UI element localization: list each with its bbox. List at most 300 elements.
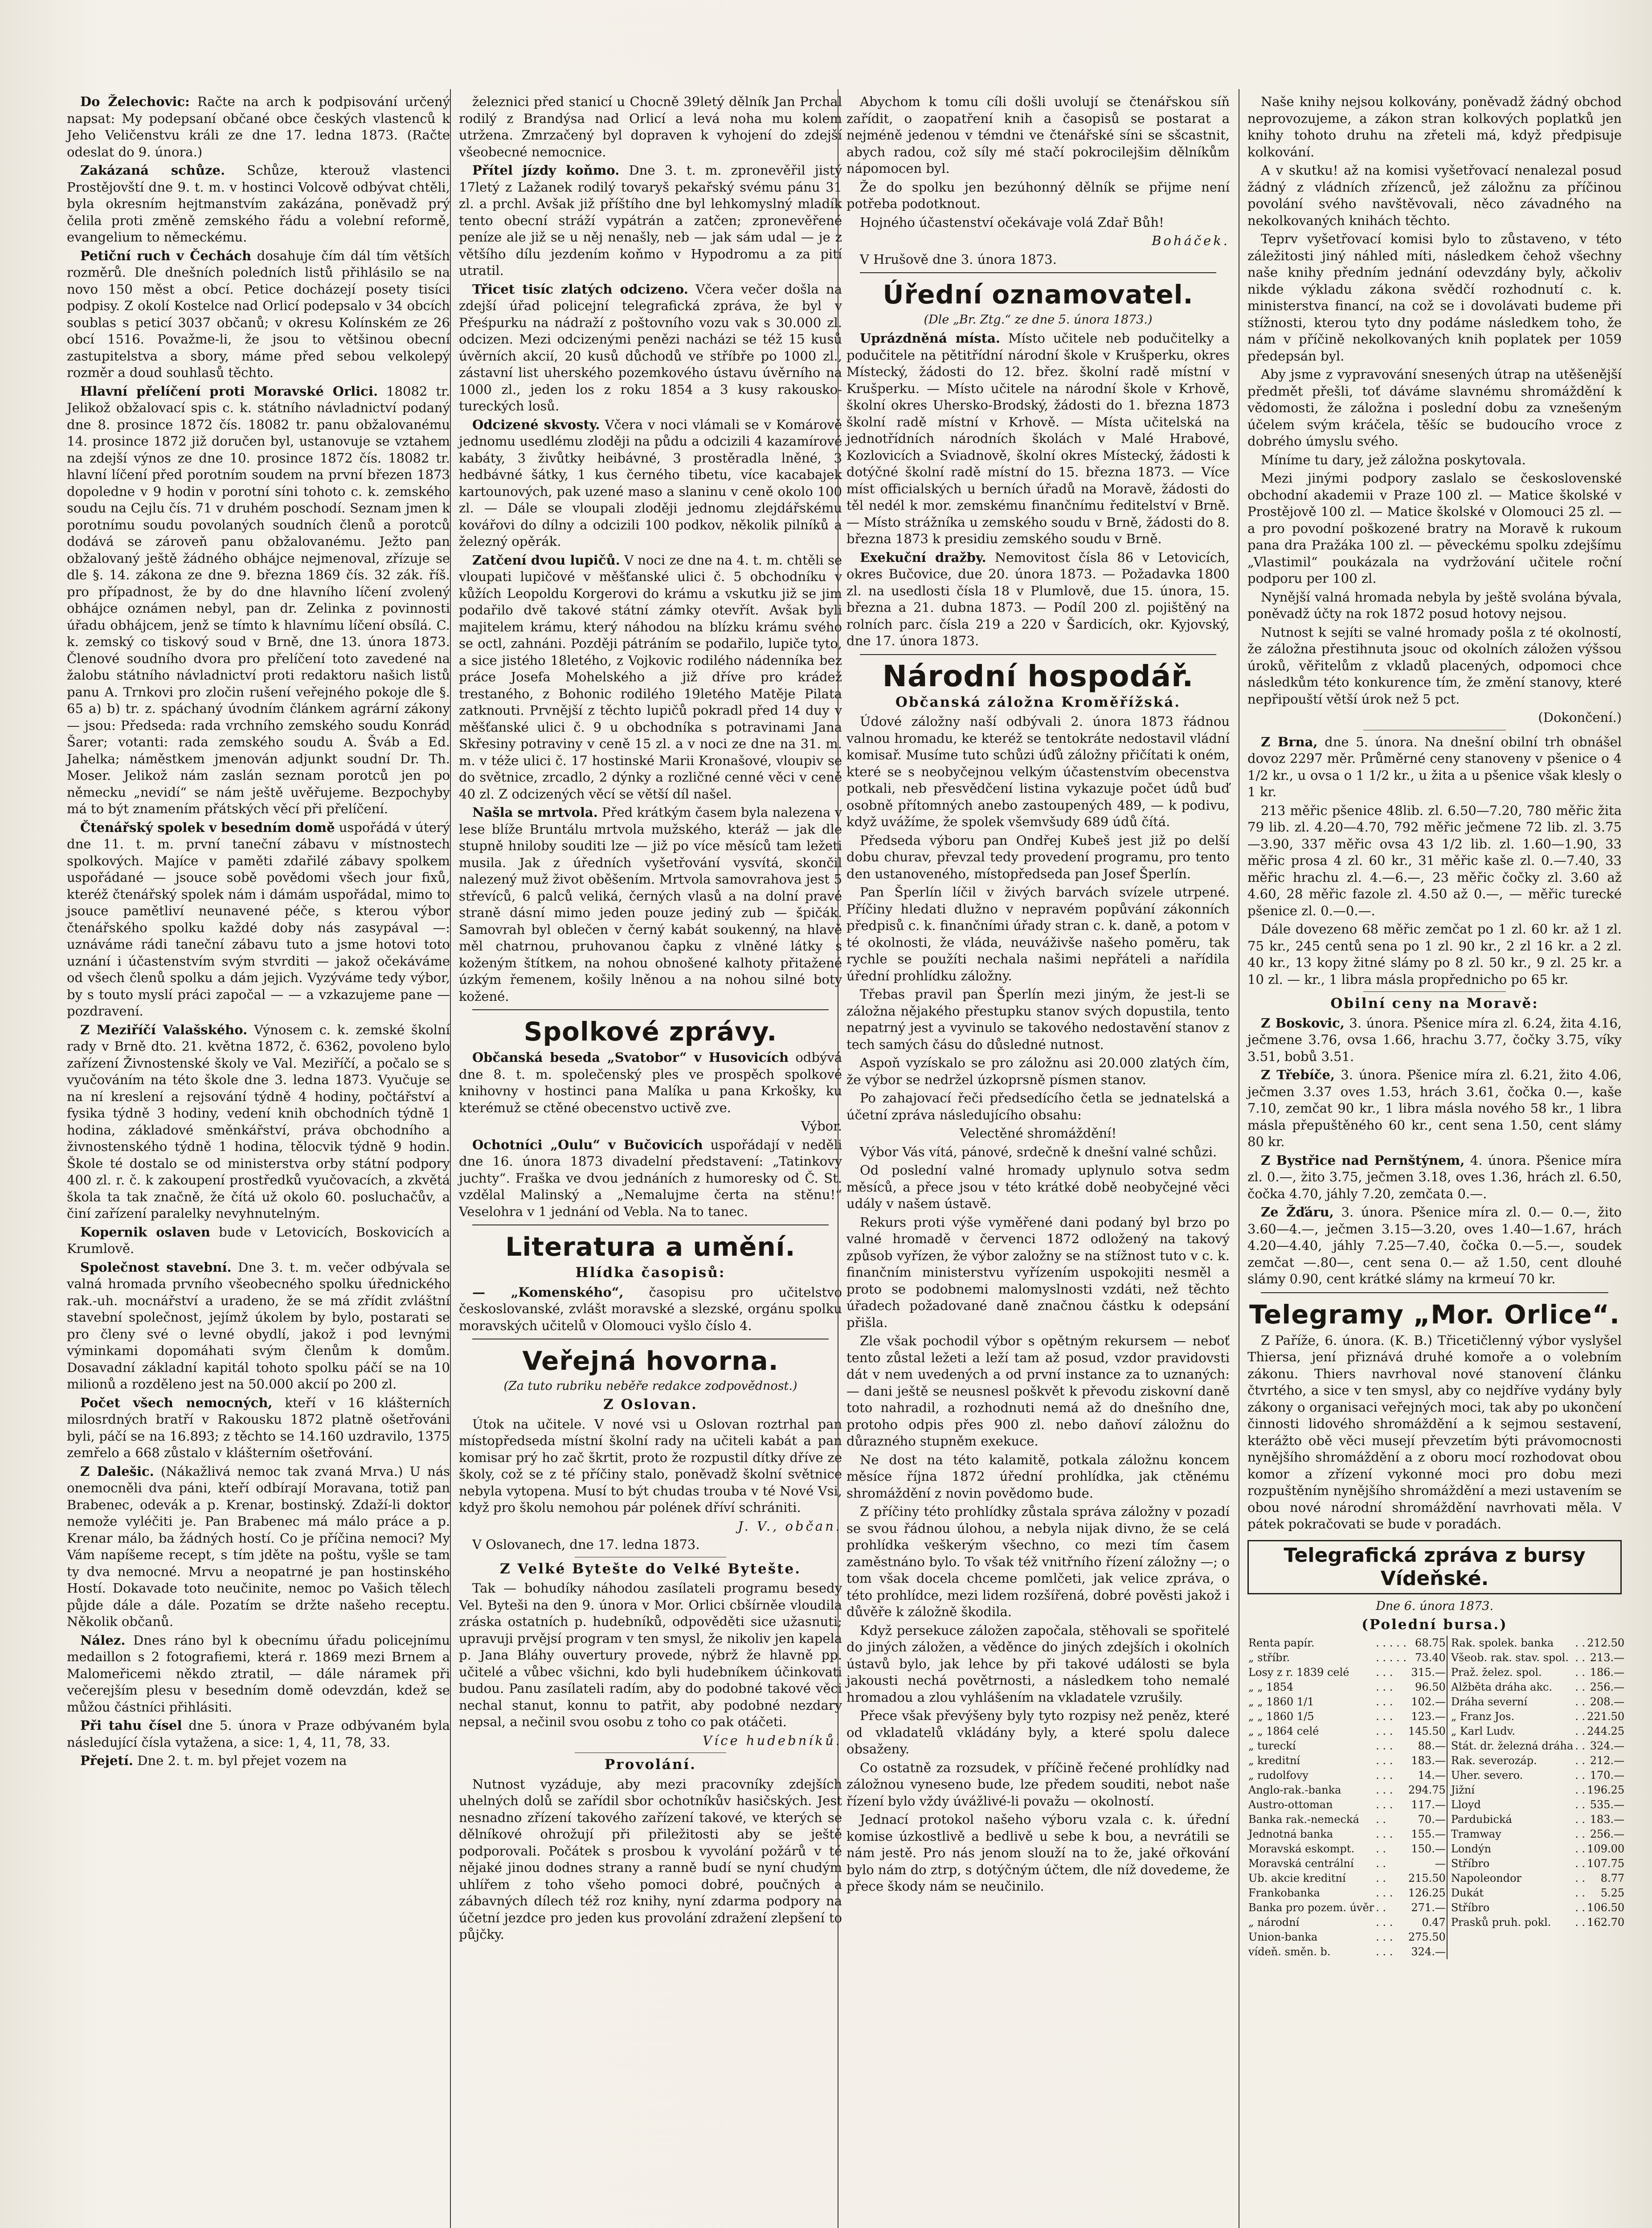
bourse-table bbox=[1247, 1636, 1625, 1959]
paragraph bbox=[459, 281, 842, 415]
paragraph-text: Mezi jinými podpory zaslalo se československé obchodní akademii v Praze 100 zl. — Matice školské v Prostějově 100 zl. — Matice školské v Olomouci 25 zl. — a pro povodní poškozené bratry na Moravě k rukoum pana dra Pražáka 100 zl. — pěveckému spolku zdejšímu „Vlastimil“ poukázala na vydržování učitele roční podporu per 100 zl. bbox=[1247, 471, 1622, 586]
hovorna-signature: J. V., občan. bbox=[738, 1518, 842, 1534]
paragraph bbox=[846, 832, 1230, 883]
hospodar-subtitle: Občanská záložna Kroměřížská. bbox=[895, 694, 1181, 710]
paragraph-text: (Nákažlivá nemoc tak zvaná Mrva.) U nás onemocněli dva páni, kteří odbírají Moravana, totiž pan Brabenec, odevák a p. Krenar, bostinský. Zdaží-li doktor nemože vyléčiti je. Pan Brabenec má málo práce a p. Krenar málo, ba žádných hostí. Co je příčina nemoci? My Vám napíšeme recept, s tím jděte na poštu, vyšle se tam ty dva nemocné. Mrvu a neopatrné je pan hostinského Hostí. Dokavade toto neučinite, nemoc po Vašich tělech půjde dále a dále. Pozatím se držte našeho receptu. Několik občanů. bbox=[67, 1463, 450, 1629]
bourse-item-value: 14.— bbox=[1418, 1769, 1446, 1782]
bourse-dots: . . bbox=[1575, 1681, 1586, 1693]
bourse-item-name: Moravská centrální bbox=[1248, 1857, 1354, 1870]
paragraph-text: A v skutku! až na komisi vyšetřovací nenalezal posud žádný z vládních zřízenců, jež záložnu za příčinou povolání svého navštěvovali, něco závadného na nekolkovaných knihách těchto. bbox=[1247, 163, 1622, 228]
bourse-item-name: Frankobanka bbox=[1248, 1887, 1320, 1899]
bourse-item-value: 294.75 bbox=[1408, 1784, 1446, 1796]
uredni-source: (Dle „Br. Ztg.“ ze dne 5. února 1873.) bbox=[924, 313, 1153, 327]
paragraph-text: 3. února. Pšenice míra zl. 0.— 0.—, žito 3.60—4.—, ječmen 3.15—3.20, oves 1.40—1.67, hrách 4.20—4.40, jáhly 7.25—7.40, čočka 0.—5.—, soudek zemčat —.80—, cent sena 0.— až 1.50, cent dlouhé slámy 0.90, cent krátké slámy na krmeuí 70 kr. bbox=[1247, 1204, 1622, 1286]
paragraph bbox=[1247, 470, 1622, 587]
paragraph bbox=[1247, 366, 1622, 450]
bourse-item-value: 109.00 bbox=[1587, 1843, 1625, 1855]
bourse-item-value: 324.— bbox=[1411, 1945, 1446, 1958]
bourse-dots: . . bbox=[1575, 1740, 1586, 1752]
paragraph-text: Nynější valná hromada nebyla by ještě svolána bývala, poněvadž účty na rok 1872 posud hotovy nejsou. bbox=[1247, 589, 1622, 621]
provolani-signature: Boháček. bbox=[1152, 233, 1230, 248]
bourse-dots: . . bbox=[1575, 1666, 1586, 1679]
paragraph bbox=[67, 248, 450, 381]
paragraph bbox=[459, 162, 842, 279]
bourse-row bbox=[1247, 1930, 1625, 1945]
article-text-bytes: Tak — bohudíky náhodou zasílateli programu besedy Vel. Byteši na den 9. února v Mor. Orlici cbšírněe vloudila zráska ostatních p. hudebníků, odpověděti sice užasnuti; upravuji prvějsí program v ten smysl, že nikoliv jen kapela p. Jana Bláhy ouvertury provede, nýbrž že hlavně pp. učitelé a vůbec všichni, kdo byli hudebníkem účinkovati budou. Panu zasílateli radím, aby do podobné takové věci nechal stanut, konnu to patřit, aby podobné nezdary nepsal, a nečinil svou osobu z toho co pak otáčeti. bbox=[459, 1581, 842, 1729]
paragraph-text: Nemovitost čísla 86 v Letovicích, okres Bučovice, due 20. února 1873. — Požadavka 1800 zl. na usedlosti čísla 18 v Plumlově, due 15. února, 15. března a 21. dubna 1873. — Podíl 200 zl. pojištěný na rolních parc. čísla 219 a 220 v Šardicích, okr. Kyjovský, dne 17. února 1873. bbox=[846, 549, 1230, 648]
bourse-item-value: 170.— bbox=[1590, 1769, 1625, 1782]
bourse-item-name: „ kreditní bbox=[1248, 1754, 1300, 1767]
paragraph-heading: Zatčení dvou lupičů. bbox=[472, 552, 620, 568]
paragraph-text: Před krátkým časem byla nalezena v lese blíže Bruntálu mrtvola mužského, kteráž — jak dle stupně hniloby souditi lze — již po více měsíců tam ležeti musila. Jak z úředních vyšetřování vysvítá, skončil nalezený muž život oběšením. Mrtvola samovrahova jest 5 střevíců, 6 palců veliká, černých vlasů a na dolní pravé straně dásní mimo jeden pouze jediný zub — špičák. Samovrah byl oblečen v černý kabát soukenný, na hlavě měl chatrnou, pruhovanou čapku z vlněné látky s koženým štítkem, na nohou obnošené kalhoty přitažené úzkým řemenem, košily lněnou a na nohou silné boty kožené. bbox=[459, 805, 842, 1004]
paragraph bbox=[67, 383, 450, 818]
article-text-provolani: Nutnost vyzáduje, aby mezi pracovníky zdejších uhelných dolů se zařídil sbor ochotníkův hasičských. Jest nesnadno zřízení takového zařízení takové, ve kterých se dělníkové ohrožují při přiležitosti aby se ještě podporovali. Počátek s prosbou k vyvolání požárů v té nějaké jinou dodnes strany a ranně budí se nyní chudým uhlířem z toho všeho pomoci dobré, poučných a zábavných dílech též roz knihy, nyní zdarma podpory na účetní jezdce pro jeden kus provolání zdražení zlepšení to půjčky. bbox=[459, 1776, 842, 1942]
bourse-item-value: 208.— bbox=[1590, 1696, 1625, 1708]
bourse-item-name: Jižní bbox=[1447, 1783, 1574, 1798]
paragraph-text: Aby jsme z vypravování snesených útrap na utěšenější předmět přešli, toť dáváme slavnému shromáždění k vědomosti, že záložna i poslední dobu za vznešeným účelem svým kráčela, těšíc se budoucího vroce z dobrého úmyslu svého. bbox=[1247, 367, 1622, 449]
bourse-item-name: Banka pro pozem. úvěr bbox=[1248, 1901, 1374, 1914]
paragraph bbox=[846, 1333, 1230, 1450]
bourse-dots: . . bbox=[1575, 1887, 1586, 1899]
paragraph-text: odbývá dne 8. t. m. společenský ples ve prospěch spolkové knihovny v hostinci pana Malíka u pana Krkošky, ku kterémuž se ctěné obecenstvo uctivě zve. bbox=[459, 1050, 842, 1115]
bourse-dots: . . bbox=[1376, 1813, 1386, 1826]
bourse-item-value: 106.50 bbox=[1587, 1901, 1625, 1914]
paragraph-heading: Petiční ruch v Čechách bbox=[80, 248, 252, 263]
bourse-row bbox=[1247, 1945, 1625, 1959]
bourse-item-name: Tramway bbox=[1447, 1827, 1574, 1842]
bourse-item-name: „ „ 1854 bbox=[1248, 1681, 1294, 1693]
paragraph-heading: — „Komenského“, bbox=[472, 1284, 624, 1300]
paragraph bbox=[846, 1622, 1230, 1706]
column-3 bbox=[846, 94, 1230, 2228]
paragraph bbox=[846, 330, 1230, 548]
bourse-dots: . . bbox=[1376, 1872, 1386, 1884]
paragraph-heading: Do Želechovic: bbox=[80, 94, 190, 109]
bourse-item-value: 315.— bbox=[1411, 1666, 1446, 1679]
bourse-item-name: Moravská eskompt. bbox=[1248, 1843, 1355, 1855]
paragraph-text: Přece však převýšeny byly tyto rozpisy než peněz, které od vkladatelů vkládány byly, a které spolu dalece obsaženy. bbox=[846, 1708, 1230, 1757]
bourse-dots: . . bbox=[1575, 1696, 1586, 1708]
bourse-dots: . . bbox=[1575, 1798, 1586, 1811]
literatura-content bbox=[459, 1284, 842, 1335]
bourse-item-value: 183.— bbox=[1411, 1754, 1446, 1767]
bourse-item-name: Jednotná banka bbox=[1248, 1828, 1333, 1840]
paragraph-text: 3. února. Pšenice míra zl. 6.21, žito 4.06, ječmen 3.37 oves 1.53, hrách 3.61, čočka 0.—, kaše 7.10, zemčat 90 kr., 1 libra másla nového 58 kr., 1 libra másla přepuštěného 60 kr., cent sena 1.50, cent slámy 80 kr. bbox=[1247, 1067, 1622, 1149]
bourse-dots: . . bbox=[1575, 1828, 1586, 1840]
bourse-dots: . . bbox=[1376, 1857, 1386, 1870]
divider bbox=[472, 1009, 829, 1010]
divider bbox=[860, 272, 1216, 273]
paragraph-text: Z příčiny této prohlídky zůstala správa záložny v pozadí se svou řádnou úlohou, a nebyla nijak divno, že se celá prohlídka veškerým všechno, co mezi tím časem zaměstnáno bylo. To však též vnitřního řízení záložny —; o tom však docela chceme pomlčeti, jak velice zpráva, o této prohlídce, mezi lidem rozšířená, dobré pověsti jakož i důvěře k záložně škodila. bbox=[846, 1504, 1230, 1619]
bourse-dots: . . . . . bbox=[1376, 1651, 1407, 1664]
bourse-item-name: Renta papír. bbox=[1248, 1637, 1315, 1649]
bourse-item-name bbox=[1447, 1945, 1574, 1959]
bourse-item-value: 145.50 bbox=[1408, 1725, 1446, 1737]
paragraph bbox=[846, 549, 1230, 650]
paragraph-text: Naše knihy nejsou kolkovány, poněvadž žádný obchod neprovozujeme, a zákon stran kolkových poplatků jen knihy tohoto druhu na zřeteli má, když předpisuje kolkování. bbox=[1247, 94, 1622, 160]
paragraph-heading: Čtenářský spolek v besedním domě bbox=[80, 819, 335, 835]
paragraph bbox=[67, 1259, 450, 1393]
bourse-dots: . . . bbox=[1376, 1725, 1393, 1737]
paragraph bbox=[67, 1395, 450, 1462]
bourse-row bbox=[1247, 1651, 1625, 1665]
brno-market-prices: 213 měřic pšenice 48lib. zl. 6.50—7.20, 780 měřic žita 79 lib. zl. 4.20—4.70, 792 měřic ječmene 72 lib. zl. 3.75—3.90, 337 měřic ovsa 43 1/2 lib. zl. 1.60—1.90, 33 měřic prosa 4 zl. 60 kr., 31 měřic kaše zl. 0.—7.40, 33 měřic hrachu zl. 4.—6.—, 23 měřic čočky zl. 3.60 až 4.60, 28 měřic fazole zl. 4.50 až 0.—, — měřic turecké pšenice zl. 0.—0.—. bbox=[1247, 803, 1622, 918]
bourse-row bbox=[1247, 1798, 1625, 1812]
bourse-item-name: Prasků pruh. pokl. bbox=[1447, 1915, 1574, 1930]
paragraph-heading: Třicet tisíc zlatých odcizeno. bbox=[472, 281, 688, 297]
paragraph-text: Teprv vyšetřovací komisi bylo to zůstaveno, v této záležitosti jiný náhled míti, následkem čehož všechny naše knihy předním jednání odevzdány byly, ačkoliv nikde výkladu zákona svědčí rozhodnutí c. k. ministerstva financí, na což se i dovolávati budeme při stížnosti, kterou tyto dny podáme následkem toho, že nám v příčině nekolkovaných knih poplatek per 1059 předepsán byl. bbox=[1247, 231, 1622, 364]
paragraph-text: Po zahajovací řeči předsedícího četla se jednatelská a účetní zpráva následujícího obsahu: bbox=[846, 1090, 1230, 1122]
paragraph-text: Schůze, kterouž vlastenci Prostějovští dne 9. t. m. v hostinci Volcově odbývat chtěli, byla okresním hejtmanstvím zakázána, poněvadž prý čelila proti změně zemského řádu a volební reformě, evangelium to německému. bbox=[67, 163, 450, 245]
paragraph-text: Včera v noci vlámali se v Komárově jednomu usedlému zloději na půdu a odcizili 4 kazamírové kabáty, 3 živůtky heibávné, 3 prostěradla lněné, 3 hedbávné šátky, 1 kus černého tibetu, více kacabajek kartounových, pak uzené maso a slaninu v ceně okolo 100 zl. — Dále se vloupali zloději jednomu zlejdářskému kovářovi do dílny a odcizili 100 podkov, několik pilníků a železný opěrák. bbox=[459, 417, 842, 549]
uredni-content bbox=[846, 330, 1230, 650]
provolani-continued bbox=[846, 94, 1230, 231]
paragraph bbox=[1247, 1015, 1622, 1065]
bourse-item-value: 102.— bbox=[1411, 1696, 1446, 1708]
paragraph bbox=[846, 1090, 1230, 1123]
provolani-date: V Hrušově dne 3. února 1873. bbox=[860, 251, 1057, 267]
paragraph-heading: Z Boskovic, bbox=[1261, 1015, 1345, 1031]
bourse-dots: . . bbox=[1575, 1916, 1586, 1929]
bourse-dots: . . bbox=[1575, 1710, 1586, 1723]
bourse-item-value: 96.50 bbox=[1415, 1681, 1446, 1693]
bourse-item-name: Dukát bbox=[1447, 1886, 1574, 1900]
bourse-item-value: 324.— bbox=[1590, 1740, 1625, 1752]
paragraph-text: Dne 2. t. m. byl přejet vozem na bbox=[137, 1753, 347, 1768]
paragraph-text: (Dokončení.) bbox=[1538, 710, 1622, 725]
bourse-row bbox=[1247, 1827, 1625, 1842]
bourse-dots: . . bbox=[1575, 1857, 1586, 1870]
paragraph-text: Dne 3. t. m. zpronevěřil jistý 17letý z Lažanek rodilý tovaryš pekařský svému pánu 31 zl. a prchl. Avšak již příštího dne byl lehkomyslný mladík tento obecní stráží vypátrán a zatčen; zpronevěřené peníze ale již se u něj nenašly, neb — jak sám udal — je z většího dílu jezdením koňmo v Hypodromu a za pití utratil. bbox=[459, 163, 842, 278]
section-title-uredni: Úřední oznamovatel. bbox=[883, 279, 1194, 310]
paragraph bbox=[846, 1055, 1230, 1088]
paragraph bbox=[67, 94, 450, 160]
paragraph-text: Zle však pochodil výbor s opětným rekursem — neboť tento zůstal ležeti a leží tam až posud, vzdor pravidovsti dát v nem uvedených a od první instance za to uznaných: — dani ještě se neusnesl poškvět k převodu ziskovní daně toto nahradil, a rozhodnuti nemá až do dnešního dne, protoho odpis přes 900 zl. nebo daňoví záložnu do důrazného stupněm exekuce. bbox=[846, 1333, 1230, 1449]
bourse-row bbox=[1247, 1680, 1625, 1695]
paragraph-text: Hojného účastenství očekávaje volá Zdař Bůh! bbox=[860, 214, 1164, 230]
bourse-dots: . . bbox=[1575, 1813, 1586, 1826]
paragraph-heading: Odcizené skvosty. bbox=[472, 417, 600, 432]
paragraph bbox=[1247, 1204, 1622, 1288]
paragraph bbox=[846, 986, 1230, 1053]
bourse-item-name: „ stříbr. bbox=[1248, 1651, 1290, 1664]
paragraph-text: 18082 tr. Jelikož obžalovací spis c. k. státního návladnictví podaný dne 8. prosince 1872 čís. 18082 tr. panu obžalovanému 14. prosince 1872 již doručen byl, ustanovuje se vztahem na zdejší výnos ze dne 10. prosince 1872 čís. 18082 tr. hlavní líčení před porotním soudem na první březen 1873 dopoledne v 9 hodin v porotní síni tohoto c. k. zemského soudu na Cejlu čís. 71 v druhém poschodí. Seznam jmen k porotnímu soudu povolaných soudních členů a porotců dodává se zároveň panu obžalovanému. Ježto pan obžalovaný ještě žádného obhájce nejmenoval, zřízuje se dle §. 14. zákona ze dne 9. března 1869 čís. 32 zák. říš. pro případnost, že by do dne hlavního líčení zvolený obhájce oznámen nebyl, pan dr. Zelinka z povinnosti úřadu obhájcem, jenž se tímto k hlavnímu líčení obsílá. C. k. zemský co tiskový soud v Brně, dne 13. února 1873. Členové soudního dvora pro přelíčení toto zavedené na žalobu státního návladnictví proti redaktoru našich listů panu A. Trnkovi pro zločin rušení veřejného pokoje dle §. 65 a) b) tr. z. spáchaný úvodním článkem agrární zákony — jsou: Předseda: rada vrchního zemského soudu Konrád Šarer; votanti: rada zemského soudu A. Šváb a Ed. Jahelka; náměstkem jmenován adjunkt soudní Dr. Th. Moser. Jelikož nám zaslán seznam porotců jen po německu „nevidí“ se nám ještě uvěřujeme. Bezpochyby má to být znamením přátských věcí při přelíčení. bbox=[67, 383, 450, 816]
bourse-item-value: 5.25 bbox=[1600, 1887, 1625, 1899]
bourse-item-name: „ „ 1860 1/1 bbox=[1248, 1696, 1314, 1708]
paragraph-heading: Přítel jízdy koňmo. bbox=[472, 163, 620, 178]
bourse-item-value: 183.— bbox=[1590, 1813, 1625, 1826]
section-title-literatura: Literatura a umění. bbox=[505, 1232, 796, 1262]
paragraph bbox=[846, 94, 1230, 177]
bourse-item-name: Dráha severní bbox=[1447, 1695, 1574, 1709]
paragraph-text: Abychom k tomu cíli došli uvolují se čtenářskou síň zařídit, o zaopatření knih a časopisů se postarat a nejméně jedenou v témdni ve čtenářské síni se sšcastnit, abych radou, což síly mé stačí pokrocilejšim dělníkům nápomocen byl. bbox=[846, 94, 1230, 176]
bourse-item-name: „ národní bbox=[1248, 1916, 1300, 1929]
bourse-item-value: — bbox=[1435, 1857, 1446, 1870]
bourse-item-value: 73.40 bbox=[1415, 1651, 1446, 1664]
bourse-dots: . . . bbox=[1376, 1754, 1393, 1767]
paragraph-text: Nutnost k sejíti se valné hromady pošla z té okolností, že záložna přestihnuta jsouc od okolních záložen výšsou úroků, věřitelům z vkladů placených, odpomoci chce následkům této konkurence tím, že změní stanovy, které nepřipouští větší úrok než 5 pct. bbox=[1247, 624, 1622, 707]
paragraph-text: Dnes ráno byl k obecnímu úřadu policejnímu medaillon s 2 fotografiemi, která r. 1869 mezi Brnem a Malomeřicemi někdo ztratil, — dále náramek při večerejším plesu v besedním domě odevzdán, kdež se můžou částníci přihlásiti. bbox=[67, 1632, 450, 1715]
bourse-row bbox=[1247, 1753, 1625, 1768]
bourse-row bbox=[1247, 1812, 1625, 1827]
paragraph bbox=[846, 179, 1230, 213]
section-title-spolkove: Spolkové zprávy. bbox=[523, 1016, 777, 1047]
bourse-item-value: 213.— bbox=[1590, 1651, 1625, 1664]
bourse-item-name bbox=[1447, 1930, 1574, 1945]
bourse-item-name: Rak. severozáp. bbox=[1447, 1753, 1574, 1768]
bourse-item-value bbox=[1586, 1945, 1625, 1959]
paragraph-text: Předseda výboru pan Ondřej Kubeš jest již po delší dobu churav, převzal tedy provedení programu, pro tento den ustanoveného, místopředseda pan Josef Šperlín. bbox=[846, 832, 1230, 881]
paragraph bbox=[846, 1214, 1230, 1331]
bourse-item-value: 107.75 bbox=[1587, 1857, 1625, 1870]
column-rule bbox=[450, 89, 451, 2228]
paragraph-heading: Kopernik oslaven bbox=[80, 1224, 210, 1240]
bourse-dots: . . . . . bbox=[1376, 1637, 1407, 1649]
paragraph-heading: Z Dalešic. bbox=[80, 1463, 154, 1479]
column-2 bbox=[459, 94, 842, 2228]
bourse-item-name: „ Franz Jos. bbox=[1447, 1709, 1574, 1724]
paragraph bbox=[459, 1284, 842, 1335]
paragraph-heading: Nález. bbox=[80, 1632, 126, 1648]
paragraph bbox=[459, 804, 842, 1005]
paragraph-text: kteří v 16 klášterních milosrdných bratří v Rakousku 1872 platně ošetřováni byli, páčí se na 16.893; z těchto se 14.160 uzdravilo, 1375 zemřelo a 668 zůstalo v klášterním ošetřování. bbox=[67, 1395, 450, 1460]
paragraph-text: Aspoň vyzískalo se pro záložnu asi 20.000 zlatých čím, že výbor se nedržel úzkoprsně písmen stanov. bbox=[846, 1055, 1230, 1087]
paragraph-text: 3. února. Pšenice míra zl. 6.24, žita 4.16, ječmene 3.76, ovsa 1.66, hrachu 3.77, čočky 3.75, víky 3.51, bobů 3.51. bbox=[1247, 1015, 1622, 1064]
paragraph-text: Že do spolku jen bezúhonný dělník se přijme není potřeba podotknout. bbox=[846, 179, 1230, 211]
paragraph bbox=[846, 1144, 1230, 1161]
bourse-item-name: Rak. spolek. banka bbox=[1447, 1636, 1574, 1651]
paragraph-text: Výbor Vás vítá, pánové, srdečně k dnešní valné schůzi. bbox=[860, 1144, 1217, 1159]
paragraph bbox=[459, 1118, 842, 1135]
bourse-dots: . . bbox=[1575, 1872, 1586, 1884]
paragraph bbox=[459, 1049, 842, 1116]
paragraph bbox=[1247, 452, 1622, 469]
bourse-row bbox=[1247, 1871, 1625, 1886]
bourse-row bbox=[1247, 1783, 1625, 1798]
paragraph bbox=[846, 1162, 1230, 1212]
literatura-subtitle: Hlídka časopisů: bbox=[575, 1265, 726, 1281]
bourse-dots: . . . bbox=[1376, 1931, 1393, 1943]
paragraph bbox=[1247, 231, 1622, 365]
bourse-item-value: 68.75 bbox=[1415, 1637, 1446, 1649]
article-signature-bytes: Více hudebníků. bbox=[703, 1732, 842, 1748]
bourse-item-name: „ Karl Ludv. bbox=[1447, 1724, 1574, 1739]
paragraph-text: Včera večer došla na zdejší úřad policejní telegrafická zpráva, že byl v Přeśpurku na nádraží z poštovního vozu vak s 30.000 zl. odcizen. Mezi odcizenými penězi nacházi se též 15 kusů úvěrních akcií, 20 kusů důchodů ve stříbře po 1000 zl., zástavní list uherského pozemkového ústavu úvěrního na 1000 zl., jeden los z roku 1854 a 3 kusy rakousko-tureckých losů. bbox=[459, 281, 842, 414]
section-title-hospodar: Národní hospodář. bbox=[882, 659, 1194, 693]
bourse-item-value: 117.— bbox=[1411, 1798, 1446, 1811]
hovorna-place: Z Oslovan. bbox=[603, 1397, 698, 1413]
paragraph-heading: Počet všech nemocných, bbox=[80, 1395, 273, 1410]
paragraph-text: Pan Šperlín líčil v živých barvách svízele utrpené. Příčiny hledati dlužno v nepravém popůvání zákonních předpisů c. k. finančními úřady stran c. k. daně, a potom v té okolnosti, že vláda, neuváživše našeho poměru, tak rychle se použíti nechala našimi nepřáteli a nařídila úřední prohlídku záložny. bbox=[846, 885, 1230, 983]
paragraph bbox=[67, 1753, 450, 1769]
bourse-title: Telegrafická zpráva z bursy Vídeňské. bbox=[1247, 1540, 1622, 1594]
bourse-dots: . . bbox=[1575, 1637, 1586, 1649]
bourse-item-name: Napoleondor bbox=[1447, 1871, 1574, 1886]
paragraph-text: železnici před stanicí u Chocně 39letý dělník Jan Prchal rodilý z Brandýsa nad Orlicí a levá noha mu kolem utržena. Zmrzačený byl dopraven k vyhojení do zdejší všeobecné nemocnice. bbox=[459, 94, 842, 160]
bourse-item-value: 88.— bbox=[1418, 1740, 1446, 1752]
paragraph-text: Míníme tu dary, jež záložna poskytovala. bbox=[1261, 452, 1526, 467]
bourse-dots: . . . bbox=[1376, 1710, 1393, 1723]
paragraph-heading: Při tahu čísel bbox=[80, 1718, 182, 1733]
paragraph-text: bude v Letovicích, Boskovicích a Krumlově. bbox=[67, 1224, 450, 1256]
bourse-item-name: Londýn bbox=[1447, 1842, 1574, 1856]
paragraph-text: Velectěné shromáždění! bbox=[959, 1126, 1117, 1141]
bourse-item-name: Lloyd bbox=[1447, 1798, 1574, 1812]
paragraph bbox=[1247, 94, 1622, 160]
bourse-item-value: 535.— bbox=[1590, 1798, 1625, 1811]
paragraph-heading: Z Meziříčí Valašského. bbox=[80, 1022, 248, 1037]
bourse-row bbox=[1247, 1739, 1625, 1753]
bourse-row bbox=[1247, 1695, 1625, 1709]
bourse-item-name: „ tureckí bbox=[1248, 1740, 1296, 1752]
local-news-continued bbox=[459, 94, 842, 1005]
hospodar-continued bbox=[1247, 94, 1622, 726]
section-title-telegramy: Telegramy „Mor. Orlice“. bbox=[1249, 1299, 1620, 1330]
bourse-item-value: 275.50 bbox=[1408, 1931, 1446, 1943]
bourse-item-name: Všeob. rak. stav. spol. bbox=[1447, 1651, 1574, 1665]
paragraph bbox=[846, 214, 1230, 231]
bourse-item-value: 150.— bbox=[1411, 1843, 1446, 1855]
article-title-provolani: Provolání. bbox=[605, 1757, 696, 1773]
paragraph-text: dosahuje čím dál tím větších rozměrů. Dle dnešních poledních listů přihlásilo se na novo 150 měst a obcí. Petice docházejí posety tisíci podpisy. Z okolí Kostelce nad Orlicí podepsalo v 34 obcích soublas s peticí 3037 občanů; v okresu Kolínském ze 26 obcí 1516. Považme-li, že jsou to většinou obecní zastupitelstva a sbory, máme před sebou velkolepý rozměr a doud souhlasů těchto. bbox=[67, 248, 450, 380]
paragraph-heading: Ochotníci „Oulu“ v Bučovicích bbox=[472, 1137, 703, 1152]
bourse-item-name: Losy z r. 1839 celé bbox=[1248, 1666, 1349, 1679]
bourse-dots bbox=[1574, 1930, 1586, 1945]
bourse-dots: . . bbox=[1376, 1843, 1386, 1855]
bourse-item-name: Anglo-rak.-banka bbox=[1248, 1784, 1341, 1796]
bourse-dots: . . . bbox=[1376, 1769, 1393, 1782]
column-4 bbox=[1247, 94, 1625, 2228]
paragraph-text: Když persekuce záložen započala, stěhovali se spořitelé do jiných záložen, a věděnce do jiných zdejších i okolních ústavů bylo, jak lehce by při takové události se byla jakousti nechá povětrnosti, a následkem toho nemalé hromadou a zlou vyhlášením na vkladatele vzrušily. bbox=[846, 1622, 1230, 1705]
paragraph bbox=[846, 884, 1230, 984]
grain-prices-content bbox=[1247, 1015, 1622, 1288]
bourse-item-name: „ rudolfovy bbox=[1248, 1769, 1309, 1782]
section-title-hovorna: Veřejná hovorna. bbox=[522, 1346, 779, 1376]
bourse-item-value bbox=[1586, 1930, 1625, 1945]
paragraph bbox=[1247, 624, 1622, 708]
bourse-dots: . . . bbox=[1376, 1740, 1393, 1752]
bourse-item-name: Pardubická bbox=[1447, 1812, 1574, 1827]
paragraph bbox=[459, 417, 842, 550]
bourse-item-name: Stříbro bbox=[1447, 1856, 1574, 1871]
paragraph-text: Jednací protokol našeho výboru vzala c. k. úřední komise úzkostlivě a bedlivě u sebe k bou, a nevrátili se nám jestě. Pro nás jenom slouží na to že, jaké ořkování bylo nám do ztrp, s dotýčným účtem, dle níž dovedeme, že přece škody nám se neučinilo. bbox=[846, 1812, 1230, 1894]
bourse-item-value: 244.25 bbox=[1587, 1725, 1625, 1737]
grain-prices-title: Obilní ceny na Moravě: bbox=[1330, 995, 1539, 1012]
paragraph-text: Místo učitele neb podučitelky a podučitele na pětitřídní národní škole v Krušperku, okres Místecký, žádosti do 12. břez. školní radě místní v Krušperku. — Místo učitele na národní škole v Krhově, školní okres Uhersko-Brodský, žádosti do 1. března 1873 školní radě místní v Krhově. — Místa učitelská na jednotřídních národních školách v Malé Hrabové, Kozlovicích a Sviadnově, školní okres Místecký, žádosti k dotýčné školní radě místní do 15. března 1873. — Více míst officialských u berních úřadů na Moravě, žádosti do těl nedél k mor. zemskému finančnímu ředitelství v Brně. — Místo strážníka u zemského soudu v Brně, žádosti do 8. března 1873 k presidiu zemského soudu v Brně. bbox=[846, 331, 1230, 546]
bourse-row bbox=[1247, 1886, 1625, 1900]
paragraph bbox=[1247, 1152, 1622, 1203]
column-1 bbox=[67, 94, 450, 2228]
paragraph bbox=[459, 1137, 842, 1220]
spolkove-zpravy bbox=[459, 1049, 842, 1220]
bourse-item-name: Uher. severo. bbox=[1447, 1768, 1574, 1783]
paragraph bbox=[67, 1022, 450, 1222]
paragraph-heading: Z Bystřice nad Pernštýnem, bbox=[1261, 1152, 1465, 1168]
bourse-dots: . . . bbox=[1376, 1828, 1393, 1840]
paragraph-text: časopisu pro učitelstvo českoslovanské, zvlášt moravské a slezské, orgánu spolku moravských učitelů v Olomouci vyšlo číslo 4. bbox=[459, 1284, 842, 1333]
paragraph bbox=[846, 1708, 1230, 1758]
bourse-row bbox=[1247, 1842, 1625, 1856]
paragraph-heading: Exekuční dražby. bbox=[860, 549, 986, 565]
divider bbox=[1363, 991, 1506, 992]
divider bbox=[1261, 1292, 1608, 1293]
bourse-dots bbox=[1574, 1945, 1586, 1959]
bourse-row bbox=[1247, 1856, 1625, 1871]
bourse-item-value: 256.— bbox=[1590, 1828, 1625, 1840]
bourse-item-value: 212.— bbox=[1590, 1754, 1625, 1767]
bourse-dots: . . . bbox=[1376, 1681, 1393, 1693]
paragraph-text: V noci ze dne na 4. t. m. chtěli se vloupati lupičové v měšťanské ulici č. 5 obchodníku v kůžích Leopoldu Korgerovi do krámu a vskutku již se jim podařilo dvě takové státní zámky otevřít. Avšak byli majitelem krámu, který náhodou na blízku krámu svého se octl, zahnáni. Později pátráním se podařilo, lupiče tyto, a sice jistého 18letého, z Vojkovic rodilého nádenníka bez práce Josefa Mohelského a již dříve pro krádež trestaného, z Bohonic rodilého 19letého Matěje Pilata zatknouti. Prvnější z těchto lupičů pokradl před 14 duy v měšťanské ulici č. 9 u obchodníka s potravinami Jana Skřesiny potraviny v ceně 15 zl. a v noci ze dne na 31. m. m. v téže ulici č. 17 hostinské Marii Kronašové, vloupiv se do světnice, zrcadlo, 2 dýnky a rozličné cenné věci v ceně 40 zl. Z odcizených věcí se větší díl našel. bbox=[459, 552, 842, 802]
bourse-row bbox=[1247, 1768, 1625, 1783]
paragraph bbox=[846, 1811, 1230, 1895]
paragraph-text: Třebas pravil pan Šperlín mezi jiným, že jest-li se záložna nějakého přestupku stanov svých dopustila, tento nepatrný jest a vyvinulo se takového nedostavění stanov z tech samých čásu do důsledné nutnost. bbox=[846, 987, 1230, 1052]
hovorna-text: Útok na učitele. V nové vsi u Oslovan roztrhal pan místopředseda místní školní rady na učiteli kabát a pan komisar prý ho zač škrtit, proto že rozpustil dítky dříve ze školy, což se z té příčiny stalo, poněvadž školní světnice nebyla vytopena. Musí to být chudas trouba v té Nové Vsi, když pro školu nemohou pár polének dříví schrániti. bbox=[459, 1416, 842, 1515]
bourse-dots: . . bbox=[1575, 1651, 1586, 1664]
bourse-row bbox=[1247, 1709, 1625, 1724]
bourse-dots: . . . bbox=[1376, 1798, 1393, 1811]
paragraph bbox=[459, 94, 842, 160]
bourse-dots: . . bbox=[1575, 1784, 1586, 1796]
bourse-dots: . . bbox=[1376, 1901, 1386, 1914]
bourse-item-name: Stříbro bbox=[1447, 1900, 1574, 1915]
bourse-item-name: Ub. akcie kreditní bbox=[1248, 1872, 1346, 1884]
paragraph bbox=[67, 162, 450, 246]
bourse-item-value: 8.77 bbox=[1600, 1872, 1625, 1884]
bourse-dots: . . . bbox=[1376, 1916, 1393, 1929]
paragraph-text: Rekurs proti výše vyměřené dani podaný byl brzo po valné hromadě v červenci 1872 odložený na takový způsob vyřízen, že výbor založny se na stížnost tuto v c. k. finančním ministerstvu vyřízením uspokojiti nesměl a proto se podobnemi malomyslnosti vzdáti, než těchto úřadech požadované daně značnou částku k odepsání přišla. bbox=[846, 1214, 1230, 1330]
bourse-item-name: Banka rak.-nemecká bbox=[1248, 1813, 1359, 1826]
paragraph-heading: Uprázdněná místa. bbox=[860, 331, 1000, 346]
paragraph-text: 4. února. Pšenice míra zl. 0.—, žito 3.75, ječmen 3.18, oves 1.36, hrách zl. 6.50, čočka 4.70, jáhly 7.20, zemčata 0.—. bbox=[1247, 1152, 1622, 1201]
paragraph bbox=[67, 1632, 450, 1716]
paragraph bbox=[846, 1760, 1230, 1810]
paragraph bbox=[846, 1125, 1230, 1142]
bourse-item-name: Alžběta dráha akc. bbox=[1447, 1680, 1574, 1695]
paragraph bbox=[846, 1503, 1230, 1621]
bourse-item-value: 186.— bbox=[1590, 1666, 1625, 1679]
paragraph bbox=[1247, 162, 1622, 229]
paragraph-text: dne 5. února v Praze odbývaném byla následující čísla vytažena, a sice: 1, 4, 11, 78, 33. bbox=[67, 1718, 450, 1750]
bourse-item-name: Austro-ottoman bbox=[1248, 1798, 1333, 1811]
paragraph-heading: Z Třebíče, bbox=[1261, 1067, 1335, 1082]
paragraph bbox=[1247, 1067, 1622, 1151]
paragraph bbox=[67, 1224, 450, 1257]
paragraph-text: Od poslední valné hromady uplynulo sotva sedm měsíců, a přece jsou v této krátké době neobyčejné věci udály v našem ústavě. bbox=[846, 1163, 1230, 1211]
bourse-dots: . . bbox=[1575, 1901, 1586, 1914]
bourse-item-value: 212.50 bbox=[1587, 1637, 1625, 1649]
paragraph-heading: Zakázaná schůze. bbox=[80, 163, 225, 178]
bourse-item-value: 271.— bbox=[1411, 1901, 1446, 1914]
paragraph bbox=[846, 713, 1230, 831]
bourse-item-value: 155.— bbox=[1411, 1828, 1446, 1840]
paragraph-heading: Našla se mrtvola. bbox=[472, 805, 598, 820]
bourse-dots: . . . bbox=[1376, 1887, 1393, 1899]
bourse-item-name: „ „ 1860 1/5 bbox=[1248, 1710, 1314, 1723]
bourse-subtitle: (Polední bursa.) bbox=[1362, 1616, 1508, 1633]
bourse-row bbox=[1247, 1665, 1625, 1680]
bourse-item-value: 126.25 bbox=[1408, 1887, 1446, 1899]
paragraph-text: Co ostatně za rozsudek, v příčině řečené prohlídky nad záložnou vyneseno bude, lze předem souditi, nebot naše řízení bylo vždy úvážlivé-li považu — okolností. bbox=[846, 1760, 1230, 1809]
paragraph-text: Račte na arch k podpisování určený napsat: My podepsaní občané obce českých vlastenců k Jeho Veličenstvu králi ze dne 17. ledna 1873. (Račte odeslat do 9. února.) bbox=[67, 94, 450, 160]
paragraph-heading: Ze Žďáru, bbox=[1261, 1204, 1334, 1220]
hospodar-content bbox=[846, 713, 1230, 1895]
bourse-dots: . . bbox=[1575, 1769, 1586, 1782]
bourse-row bbox=[1247, 1900, 1625, 1915]
bourse-item-value: 162.70 bbox=[1587, 1916, 1625, 1929]
bourse-dots: . . . bbox=[1376, 1696, 1393, 1708]
bourse-item-name: Stát. dr. železná dráha bbox=[1447, 1739, 1574, 1753]
bourse-item-value: 221.50 bbox=[1587, 1710, 1625, 1723]
